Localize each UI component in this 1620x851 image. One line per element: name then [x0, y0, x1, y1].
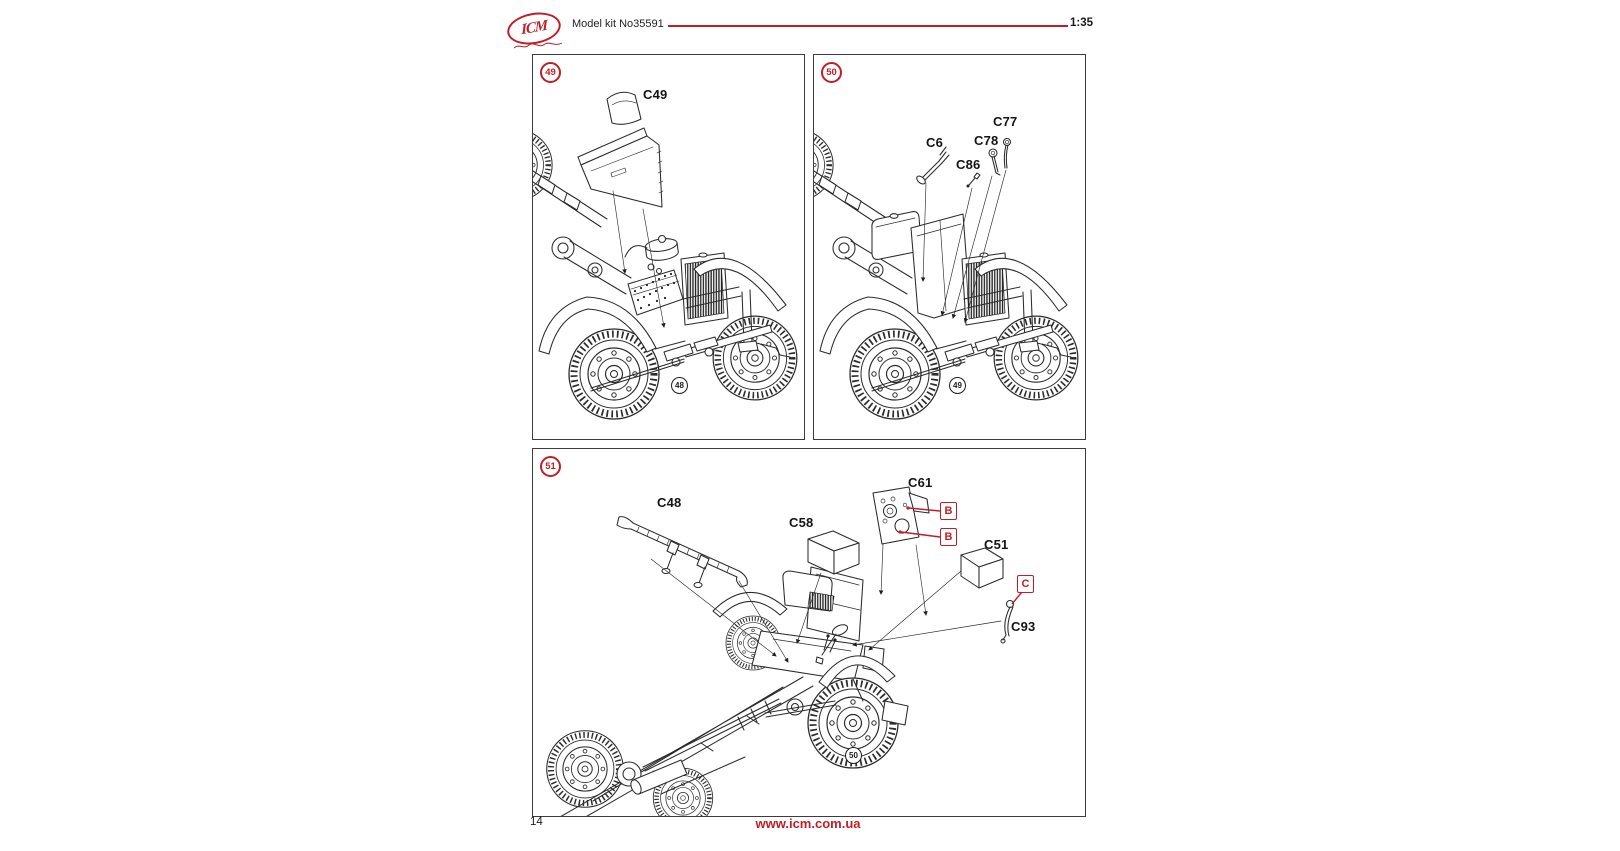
step-panel-50: [813, 54, 1086, 440]
part-c6-art: [915, 147, 949, 186]
part-label-c58: C58: [789, 515, 814, 530]
callout-c: C: [1017, 575, 1034, 593]
step-badge-49: 49: [540, 62, 561, 83]
part-label-c51: C51: [984, 537, 1009, 552]
part-c78-art: [989, 149, 1000, 175]
website-text: www.icm.com.ua: [755, 816, 861, 831]
step-badge-50: 50: [821, 62, 842, 83]
header-rule: [668, 25, 1068, 27]
page-number: 14: [530, 816, 543, 828]
red-callout-lines: [898, 506, 1022, 604]
ref-badge-48: 48: [671, 377, 688, 394]
part-label-c93: C93: [1011, 619, 1036, 634]
front-right-wheel: [994, 316, 1078, 400]
part-label-c86: C86: [956, 157, 981, 172]
logo-script: [512, 41, 564, 51]
rear-chassis: [814, 130, 912, 294]
part-c48-art: [617, 517, 747, 588]
part-label-c48: C48: [657, 495, 682, 510]
front-right-wheel: [713, 316, 797, 400]
assembly-diagram-51: [533, 449, 1085, 816]
firewall-installed: [911, 214, 970, 318]
chassis-art: [547, 567, 908, 816]
assembly-diagram-49: [533, 55, 804, 439]
step-panel-51: [532, 448, 1086, 817]
step-badge-51: 51: [540, 456, 561, 477]
ref-badge-49: 49: [949, 377, 966, 394]
part-label-c61: C61: [908, 475, 933, 490]
part-label-c78: C78: [974, 133, 999, 148]
part-label-c77: C77: [993, 114, 1018, 129]
model-kit-label: Model kit No35591: [572, 18, 664, 30]
part-label-c49: C49: [643, 87, 668, 102]
part-c77-art: [1004, 139, 1011, 169]
logo-text: ICM: [520, 17, 548, 39]
step-panel-49: [532, 54, 805, 440]
callout-b2: B: [940, 528, 957, 546]
engine: [625, 236, 683, 316]
part-c49-art: [578, 92, 663, 207]
part-label-c6: C6: [926, 135, 944, 150]
icm-logo: [506, 11, 566, 51]
part-c61-art: [873, 487, 929, 544]
part-c86-art: [967, 173, 981, 188]
ref-badge-50: 50: [845, 747, 862, 764]
part-c51-art: [961, 548, 1003, 588]
callout-b1: B: [940, 502, 957, 520]
far-fender: [713, 592, 787, 617]
scale-label: 1:35: [1070, 17, 1094, 29]
part-c58-art: [808, 531, 859, 574]
